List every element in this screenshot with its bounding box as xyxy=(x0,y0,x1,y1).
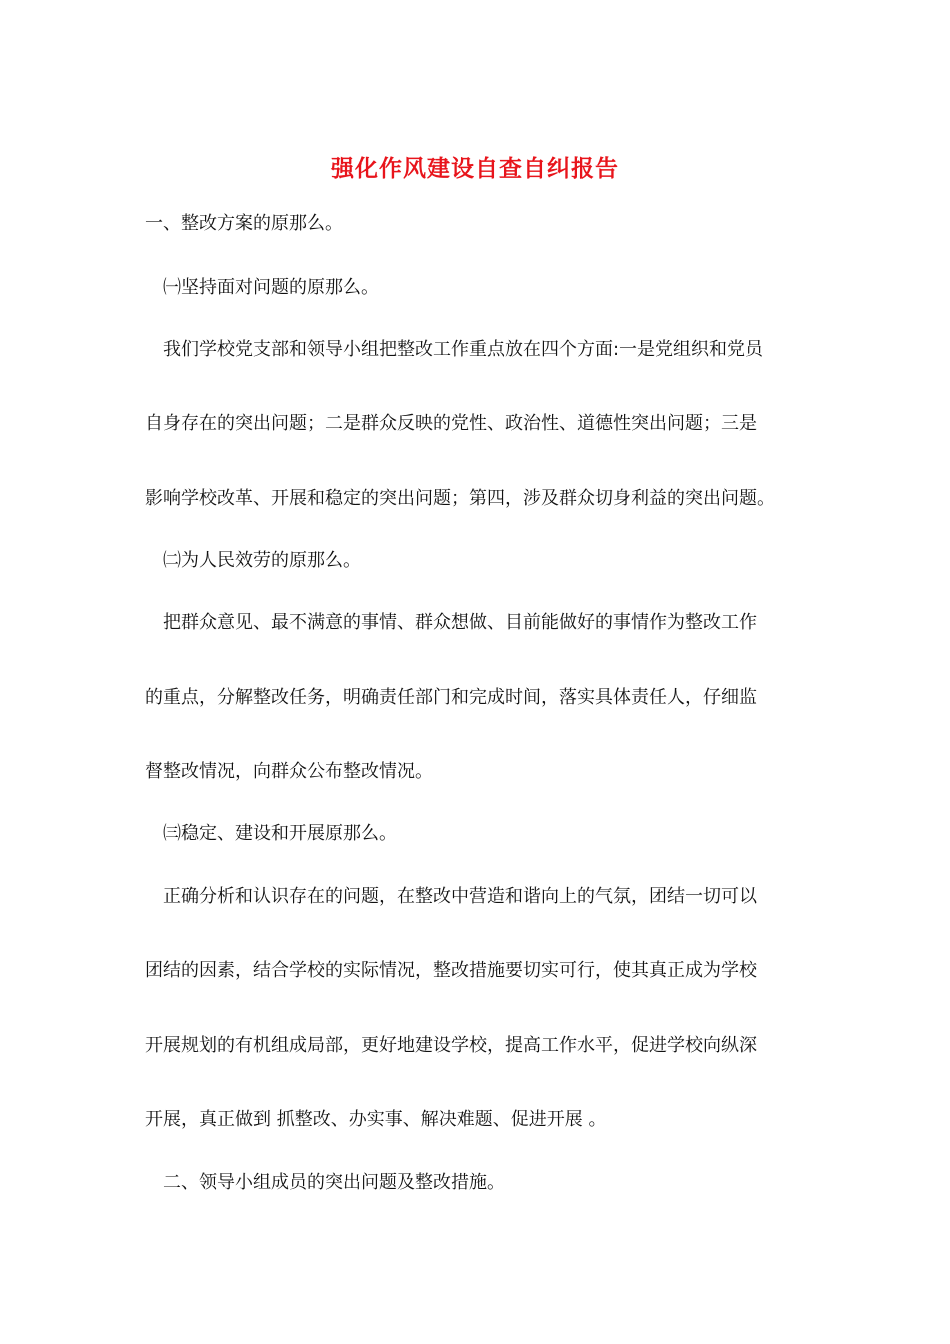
subsection-heading-2: ㈡为人民效劳的原那么。 xyxy=(163,550,361,571)
subsection-heading-1: ㈠坚持面对问题的原那么。 xyxy=(163,277,379,298)
paragraph-line: 影响学校改革、开展和稳定的突出问题；第四，涉及群众切身利益的突出问题。 xyxy=(145,488,775,509)
paragraph-line: 我们学校党支部和领导小组把整改工作重点放在四个方面:一是党组织和党员 xyxy=(163,339,764,360)
section-heading-2: 二、领导小组成员的突出问题及整改措施。 xyxy=(163,1172,505,1193)
subsection-heading-3: ㈢稳定、建设和开展原那么。 xyxy=(163,823,397,844)
paragraph-line: 正确分析和认识存在的问题，在整改中营造和谐向上的气氛，团结一切可以 xyxy=(163,886,757,907)
paragraph-line: 自身存在的突出问题；二是群众反映的党性、政治性、道德性突出问题；三是 xyxy=(145,413,757,434)
paragraph-line: 团结的因素，结合学校的实际情况，整改措施要切实可行，使其真正成为学校 xyxy=(145,960,757,981)
paragraph-line: 开展规划的有机组成局部，更好地建设学校，提高工作水平，促进学校向纵深 xyxy=(145,1035,757,1056)
paragraph-line: 的重点，分解整改任务，明确责任部门和完成时间，落实具体责任人，仔细监 xyxy=(145,687,757,708)
paragraph-line: 督整改情况，向群众公布整改情况。 xyxy=(145,761,433,782)
paragraph-line: 开展，真正做到 抓整改、办实事、解决难题、促进开展 。 xyxy=(145,1109,607,1130)
document-title: 强化作风建设自查自纠报告 xyxy=(331,156,619,182)
paragraph-line: 把群众意见、最不满意的事情、群众想做、目前能做好的事情作为整改工作 xyxy=(163,612,757,633)
section-heading-1: 一、整改方案的原那么。 xyxy=(145,213,343,234)
